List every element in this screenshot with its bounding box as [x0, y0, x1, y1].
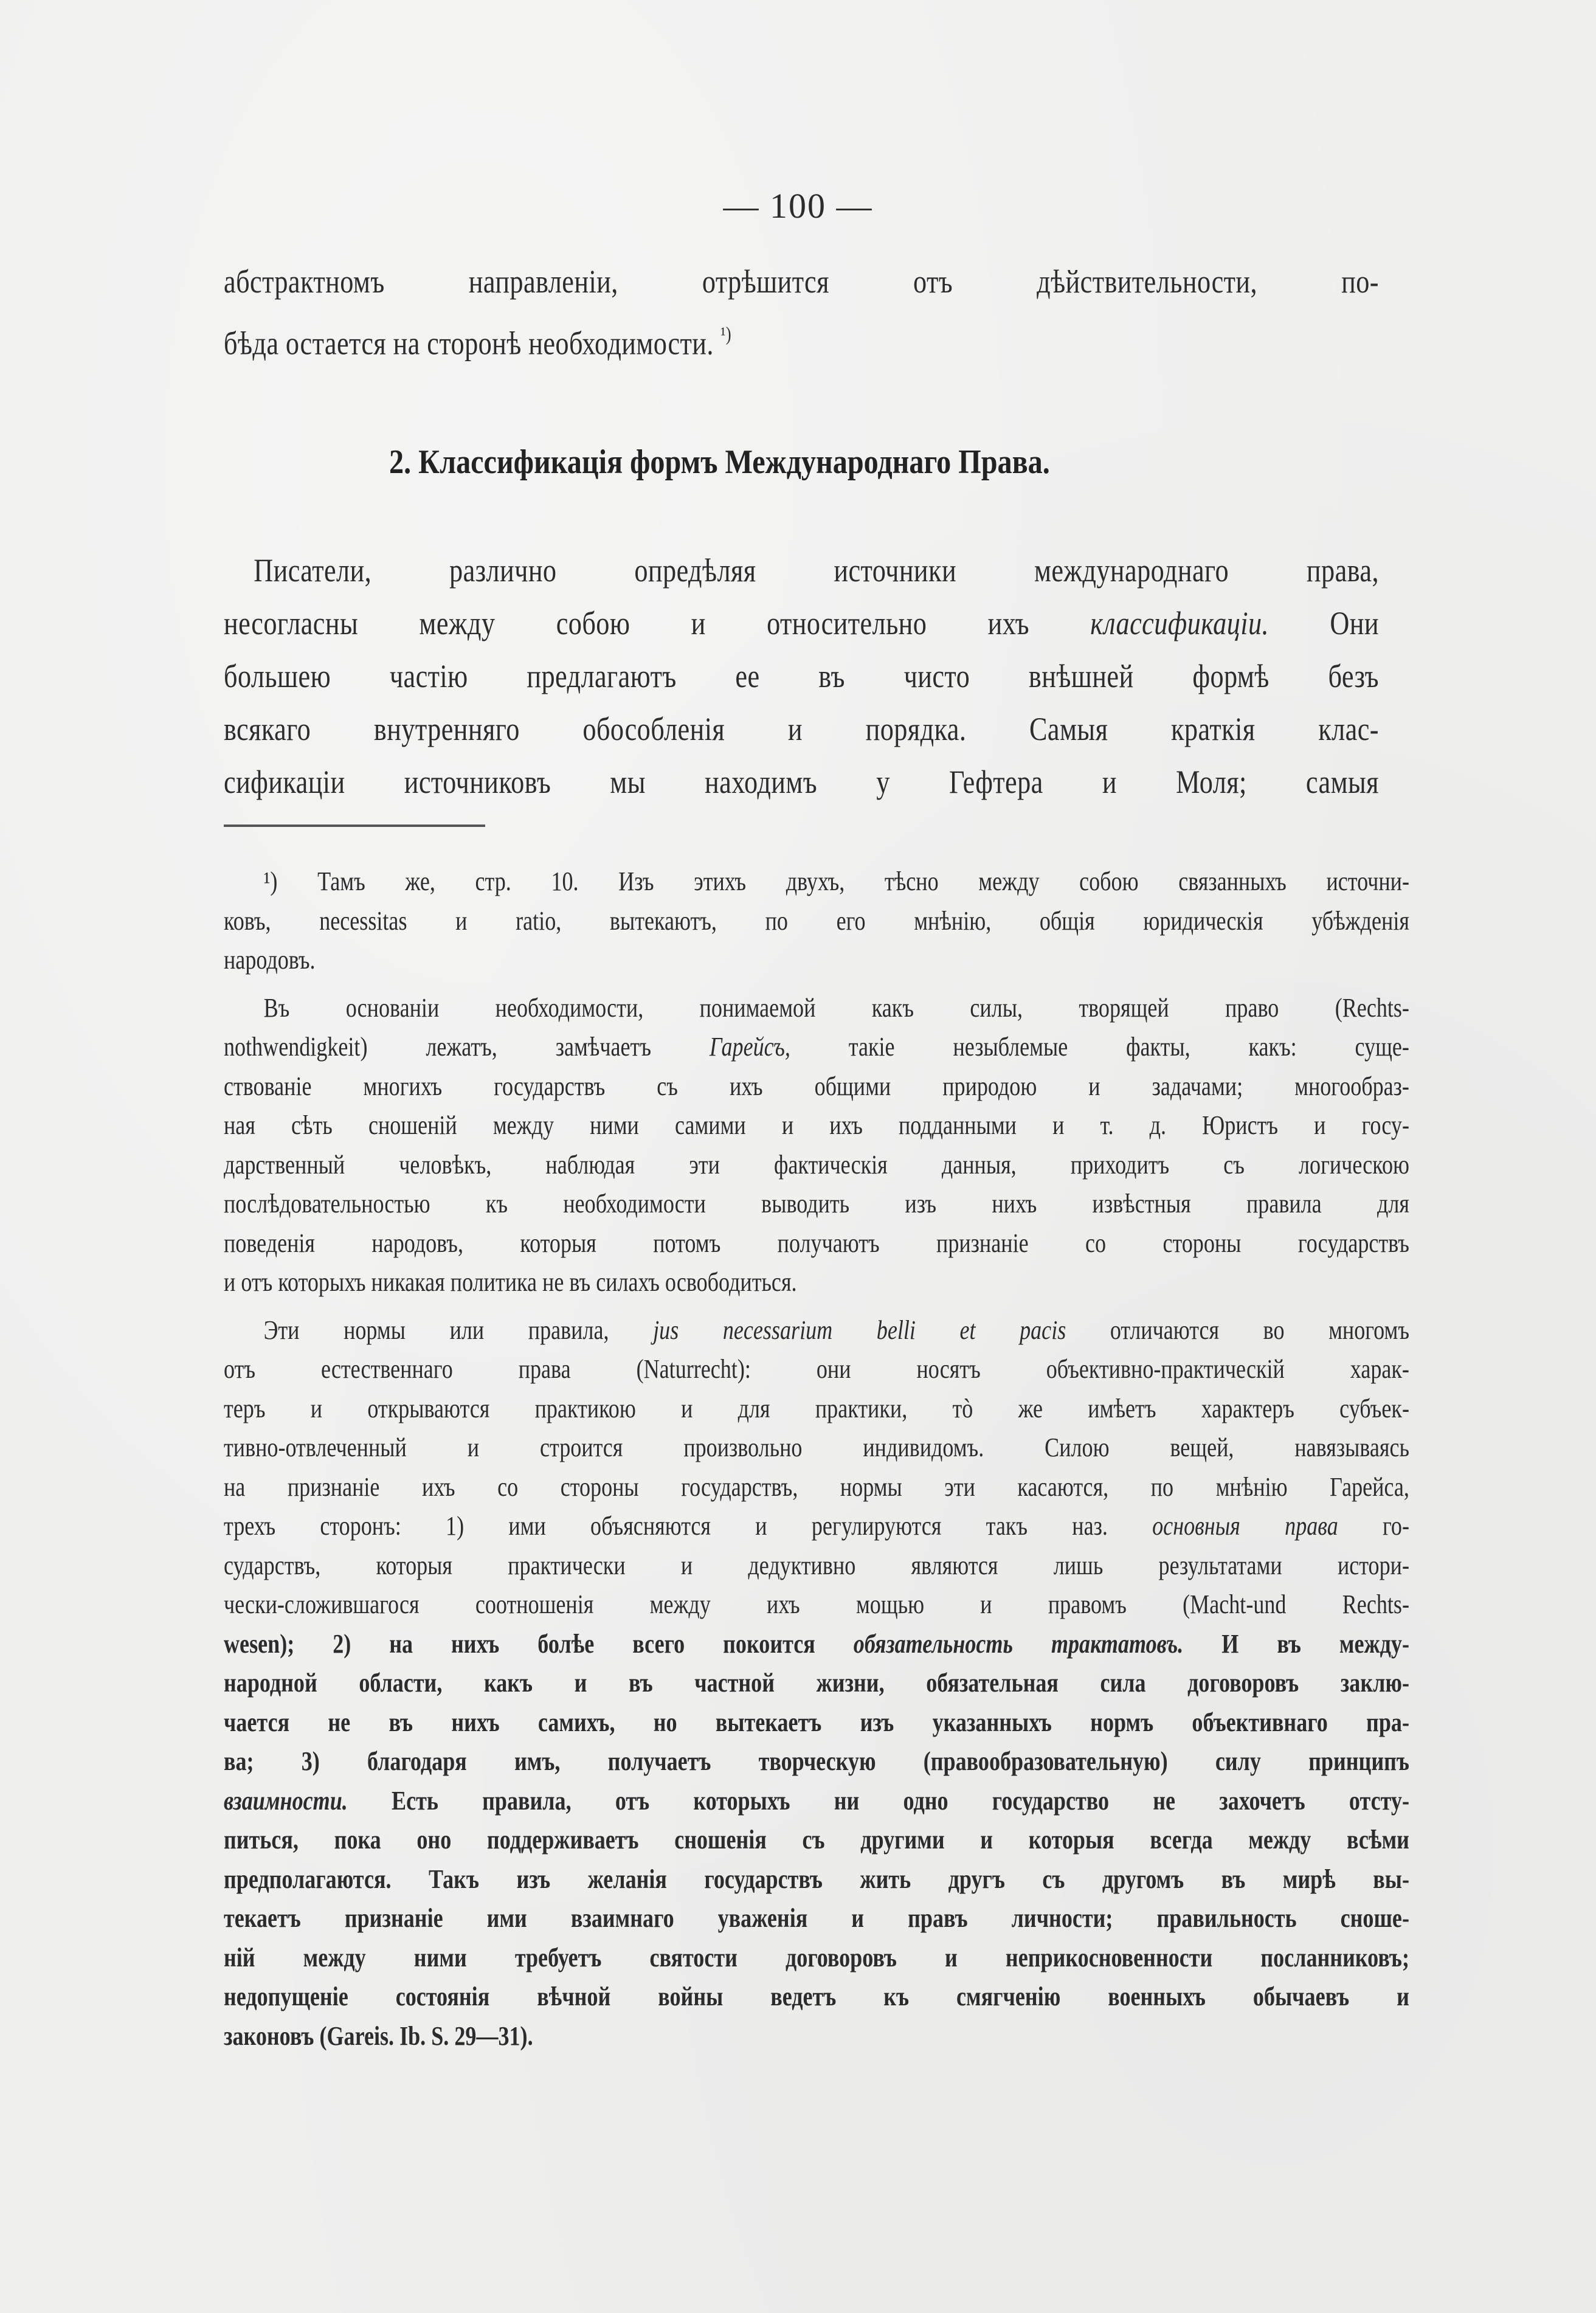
- footnote-line: питься, пока оно поддерживаетъ сношенія съ другими и которыя всегда между всѣми: [224, 1825, 1409, 1855]
- footnote-line: [224, 1311, 1409, 1350]
- footnotes: [224, 862, 1409, 2056]
- footnote-line: [224, 1507, 1409, 1546]
- text-span: бѣда остается на сторонѣ необходимости.: [224, 325, 714, 362]
- footnote-line: [224, 1782, 1409, 1821]
- footnote-line: [224, 1625, 1409, 1664]
- text-span: трехъ сторонъ: 1) ими объясняются и регулируются такъ наз.: [224, 1511, 1108, 1541]
- footnote-line: народовъ.: [224, 945, 316, 975]
- italic-term: основныя права: [1152, 1511, 1338, 1541]
- spacer: [224, 1302, 1409, 1311]
- text-line: [224, 597, 1379, 650]
- italic-term: взаимности.: [224, 1785, 348, 1816]
- spacer: [224, 980, 1409, 989]
- text-line: большею частію предлагаютъ ее въ чисто внѣшней формѣ безъ: [224, 658, 1379, 694]
- intro-paragraph: [224, 255, 1379, 370]
- footnote-separator: [224, 825, 485, 827]
- footnote-line: теръ и открываются практикою и для практики, тò же имѣетъ характеръ субъек-: [224, 1393, 1409, 1423]
- footnote-line: тивно-отвлеченный и строится произвольно индивидомъ. Силою вещей, навязываясь: [224, 1433, 1409, 1462]
- text-line: [224, 308, 1379, 370]
- text-span: И въ между-: [1221, 1628, 1409, 1659]
- text-span: nothwendigkeit) лежатъ, замѣчаетъ: [224, 1032, 651, 1062]
- footnote-line: ¹) Тамъ же, стр. 10. Изъ этихъ двухъ, тѣсно между собою связанныхъ источни-: [263, 866, 1409, 896]
- footnote-line: предполагаются. Такъ изъ желанія государствъ жить другъ съ другомъ въ мирѣ вы-: [224, 1864, 1409, 1894]
- text-span: несогласны между собою и относительно ихъ: [224, 605, 1029, 641]
- footnote-line: чески-сложившагося соотношенія между ихъ мощью и правомъ (Macht-und Rechts-: [224, 1589, 1409, 1619]
- text-span: wesen); 2) на нихъ болѣе всего покоится: [224, 1628, 815, 1659]
- footnote-line: ва; 3) благодаря имъ, получаетъ творческую (правообразовательную) силу принципъ: [224, 1746, 1409, 1776]
- footnote-line: чается не въ нихъ самихъ, но вытекаетъ изъ указанныхъ нормъ объективнаго пра-: [224, 1707, 1409, 1737]
- text-line: всякаго внутренняго обособленія и порядка. Самыя краткія клас-: [224, 711, 1379, 747]
- text-line: сификаціи источниковъ мы находимъ у Гефтера и Моля; самыя: [224, 764, 1379, 800]
- main-paragraph: [224, 544, 1379, 809]
- footnote-line: послѣдовательностью къ необходимости выводить изъ нихъ извѣстныя правила для: [224, 1189, 1409, 1219]
- footnote-line: ная сѣть сношеній между ними самими и ихъ подданными и т. д. Юристъ и госу-: [224, 1110, 1409, 1140]
- footnote-line: ствованіе многихъ государствъ съ ихъ общими природою и задачами; многообраз-: [224, 1071, 1409, 1101]
- footnote-line: поведенія народовъ, которыя потомъ получаютъ признаніе со стороны государствъ: [224, 1228, 1409, 1258]
- italic-term: обязательность трактатовъ.: [853, 1628, 1184, 1659]
- text-line: абстрактномъ направленіи, отрѣшится отъ дѣйствительности, по-: [224, 263, 1379, 300]
- footnote-line: народной области, какъ и въ частной жизни, обязательная сила договоровъ заклю-: [224, 1668, 1409, 1698]
- italic-name: Гарейсъ,: [709, 1032, 790, 1062]
- text-span: го-: [1383, 1511, 1409, 1541]
- footnote-line: на признаніе ихъ со стороны государствъ, нормы эти касаются, по мнѣнію Гарейса,: [224, 1471, 1409, 1502]
- footnote-line: дарственный человѣкъ, наблюдая эти фактическія данныя, приходитъ съ логическою: [224, 1149, 1409, 1180]
- footnote-line: недопущеніе состоянія вѣчной войны ведетъ къ смягченію военныхъ обычаевъ и: [224, 1982, 1409, 2011]
- footnote-line: и отъ которыхъ никакая политика не въ силахъ освободиться.: [224, 1267, 797, 1297]
- section-heading: 2. Классификація формъ Международнаго Права.: [389, 443, 1050, 481]
- footnote-line: законовъ (Gareis. Ib. S. 29—31).: [224, 2021, 533, 2051]
- text-span: такіе незыблемые факты, какъ: суще-: [848, 1032, 1409, 1062]
- text-span: отличаются во многомъ: [1110, 1315, 1409, 1345]
- text-span: Эти нормы или правила,: [263, 1315, 609, 1345]
- text-span: Они: [1330, 605, 1379, 641]
- text-span: Есть правила, отъ которыхъ ни одно государство не захочетъ отсту-: [392, 1785, 1409, 1816]
- footnote-line: отъ естественнаго права (Naturrecht): они носятъ объективно-практическій харак-: [224, 1354, 1409, 1384]
- footnote-line: [224, 1028, 1409, 1067]
- footnote-line: ній между ними требуетъ святости договоровъ и неприкосновенности посланниковъ;: [224, 1942, 1409, 1972]
- footnote-line: сударствъ, которыя практически и дедуктивно являются лишь результатами истори-: [224, 1550, 1409, 1580]
- footnote-line: ковъ, necessitas и ratio, вытекаютъ, по его мнѣнію, общія юридическія убѣжденія: [224, 905, 1409, 936]
- footnote-line: текаетъ признаніе ими взаимнаго уваженія и правъ личности; правильность сноше-: [224, 1903, 1409, 1933]
- italic-term: классификаціи.: [1090, 605, 1270, 641]
- footnote-line: Въ основаніи необходимости, понимаемой какъ силы, творящей право (Rechts-: [263, 992, 1409, 1023]
- page-number: — 100 —: [723, 186, 873, 226]
- italic-term: jus necessarium belli et pacis: [653, 1315, 1066, 1345]
- text-line: Писатели, различно опредѣляя источники международнаго права,: [254, 552, 1379, 589]
- footnote-marker: ¹): [720, 323, 731, 345]
